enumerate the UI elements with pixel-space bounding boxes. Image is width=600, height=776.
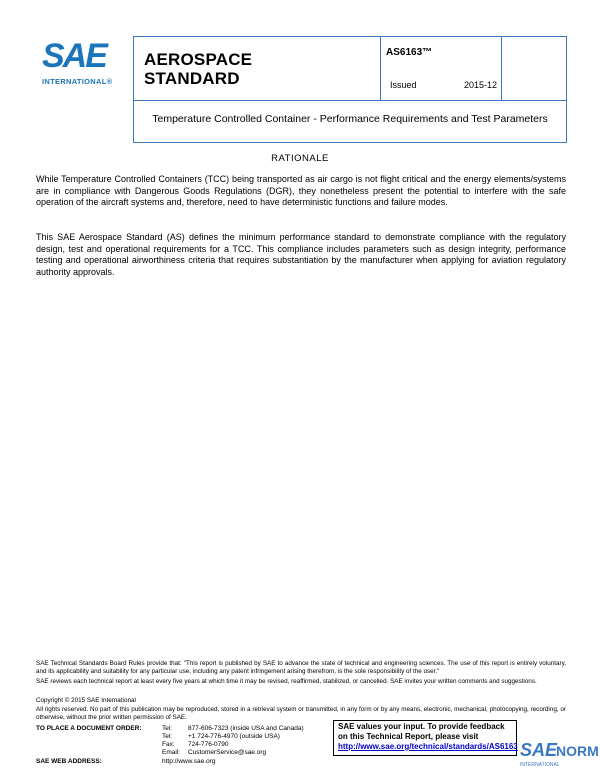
header-divider <box>133 100 567 101</box>
contact-value: 877-606-7323 (inside USA and Canada) <box>188 725 304 732</box>
feedback-text: SAE values your input. To provide feedback <box>338 722 505 731</box>
watermark-brand: SAE <box>520 740 558 760</box>
doc-number: AS6163™ <box>386 47 433 58</box>
contact-key: Tel: <box>162 725 173 732</box>
tsb-notice: SAE Technical Standards Board Rules provide that: "This report is published by SAE to advance the state of technical and engineering sciences. The use of this report is entirely voluntary, and its applicability and suitability for any particular use, including any patent infringement arising therefrom, is the sole responsibility of the user." <box>36 660 566 676</box>
doc-type-text: AEROSPACE STANDARD <box>144 50 253 88</box>
sae-logo-subtitle: INTERNATIONAL® <box>42 77 113 86</box>
web-address-link[interactable]: http://www.sae.org <box>162 758 216 765</box>
sae-logo <box>42 38 122 86</box>
contact-row <box>162 725 304 733</box>
feedback-box <box>333 720 517 756</box>
issued-label: Issued <box>390 80 417 90</box>
issued-date: 2015-12 <box>464 80 498 90</box>
contact-value: +1 724-776-4970 (outside USA) <box>188 733 280 740</box>
rationale-paragraph: This SAE Aerospace Standard (AS) defines the minimum performance standard to demonstrate compliance with the regulatory design, test and operational requirements for a TCC. This compliance includes parameters such as design integrity, performance testing and operational airworthiness criteria that requires substantiation by the manufacturer when applying for aviation regulatory authority approvals. <box>36 232 566 277</box>
document-header <box>34 36 567 146</box>
rationale-heading: RATIONALE <box>271 153 329 164</box>
review-notice: SAE reviews each technical report at least every five years at which time it may be revised, reaffirmed, stabilized, or cancelled. SAE invites your written comments and suggestions. <box>36 678 537 685</box>
contact-key: Fax: <box>162 741 175 748</box>
contact-email[interactable]: CustomerService@sae.org <box>188 749 267 756</box>
copyright: Copyright © 2015 SAE International <box>36 697 136 704</box>
contact-row <box>162 741 304 749</box>
watermark-word: NORM <box>556 743 599 759</box>
watermark-sub: INTERNATIONAL <box>520 762 560 768</box>
header-divider <box>380 36 381 100</box>
feedback-link[interactable]: http://www.sae.org/technical/standards/AS6163 <box>338 742 518 751</box>
order-label: TO PLACE A DOCUMENT ORDER: <box>36 725 142 732</box>
rights-notice: All rights reserved. No part of this publication may be reproduced, stored in a retrieval system or transmitted, in any form or by any means, electronic, mechanical, photocopying, recording, or otherwise, without the prior written permission of SAE. <box>36 706 566 722</box>
doc-type-title <box>144 50 294 88</box>
contact-list <box>162 725 304 757</box>
contact-key: Tel: <box>162 733 173 740</box>
contact-value: 724-776-0790 <box>188 741 229 748</box>
feedback-text: on this Technical Report, please visit <box>338 732 479 741</box>
header-divider <box>501 36 502 100</box>
contact-key: Email: <box>162 749 181 756</box>
contact-row <box>162 733 304 741</box>
doc-title: Temperature Controlled Container - Performance Requirements and Test Parameters <box>152 113 548 125</box>
rationale-paragraph: While Temperature Controlled Containers (TCC) being transported as air cargo is not flight critical and the energy elements/systems are in compliance with Dangerous Goods Regulations (DGR), they nonetheless present the potential to interfere with the safe operation of the aircraft systems and, therefore, need to have deterministic functions and failure modes. <box>36 174 566 207</box>
sae-norm-watermark <box>520 740 599 774</box>
contact-row <box>162 749 304 757</box>
sae-logo-mark: SAE <box>42 37 106 75</box>
web-address-label: SAE WEB ADDRESS: <box>36 758 102 765</box>
